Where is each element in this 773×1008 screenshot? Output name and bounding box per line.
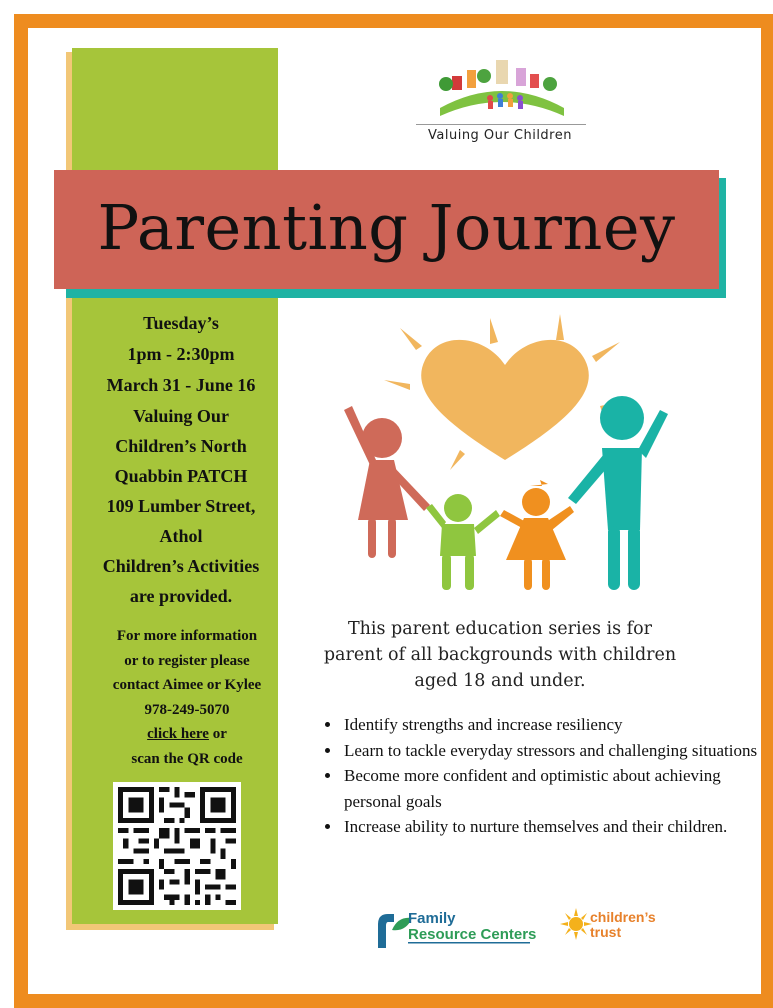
ct-logo-text	[590, 910, 656, 940]
event-location-line2: Children’s North	[115, 436, 247, 456]
benefits-list	[324, 712, 762, 840]
event-location-line3: Quabbin PATCH	[114, 466, 248, 486]
ct-logo-line2: trust	[590, 924, 622, 940]
event-activities-line2: are provided.	[129, 586, 233, 606]
event-time: 1pm - 2:30pm	[127, 344, 235, 364]
benefit-item: • Increase ability to nurture themselves and their children.	[342, 814, 762, 840]
event-details	[72, 308, 290, 611]
register-link-row	[78, 722, 296, 747]
benefit-item: • Identify strengths and increase resiliency	[342, 712, 762, 738]
event-address: 109 Lumber Street,	[106, 496, 256, 516]
register-link[interactable]: click here	[147, 726, 209, 742]
ct-logo-line1: children’s	[590, 909, 656, 925]
contact-line-1: For more information	[116, 628, 258, 644]
contact-line-3: contact Aimee or Kylee	[112, 677, 262, 693]
benefit-item: • Learn to tackle everyday stressors and challenging situations	[342, 738, 762, 764]
event-dates: March 31 - June 16	[106, 375, 256, 395]
logo-divider	[416, 124, 586, 125]
event-location-line1: Valuing Our	[133, 406, 229, 426]
contact-info	[78, 624, 296, 771]
family-illustration-icon	[330, 310, 680, 610]
frc-logo-line2: Resource Centers	[408, 926, 537, 943]
page-title: Parenting Journey	[97, 191, 676, 264]
qr-code[interactable]	[113, 782, 241, 910]
contact-line-last: scan the QR code	[131, 750, 243, 767]
event-city: Athol	[159, 526, 203, 546]
contact-line-2: or to register please	[124, 652, 250, 669]
event-activities-line1: Children’s Activities	[102, 556, 260, 576]
contact-phone: 978-249-5070	[144, 701, 230, 718]
logo-text: Valuing Our Children	[428, 128, 572, 143]
register-link-suffix: or	[208, 726, 227, 742]
event-day: Tuesday’s	[143, 313, 219, 333]
benefit-item: • Become more confident and optimistic about achieving personal goals	[342, 763, 762, 814]
frc-logo-line1: Family	[408, 910, 456, 927]
frc-logo-text	[408, 911, 536, 943]
program-description: This parent education series is for parent of all backgrounds with children aged 18 and under.	[323, 619, 677, 691]
